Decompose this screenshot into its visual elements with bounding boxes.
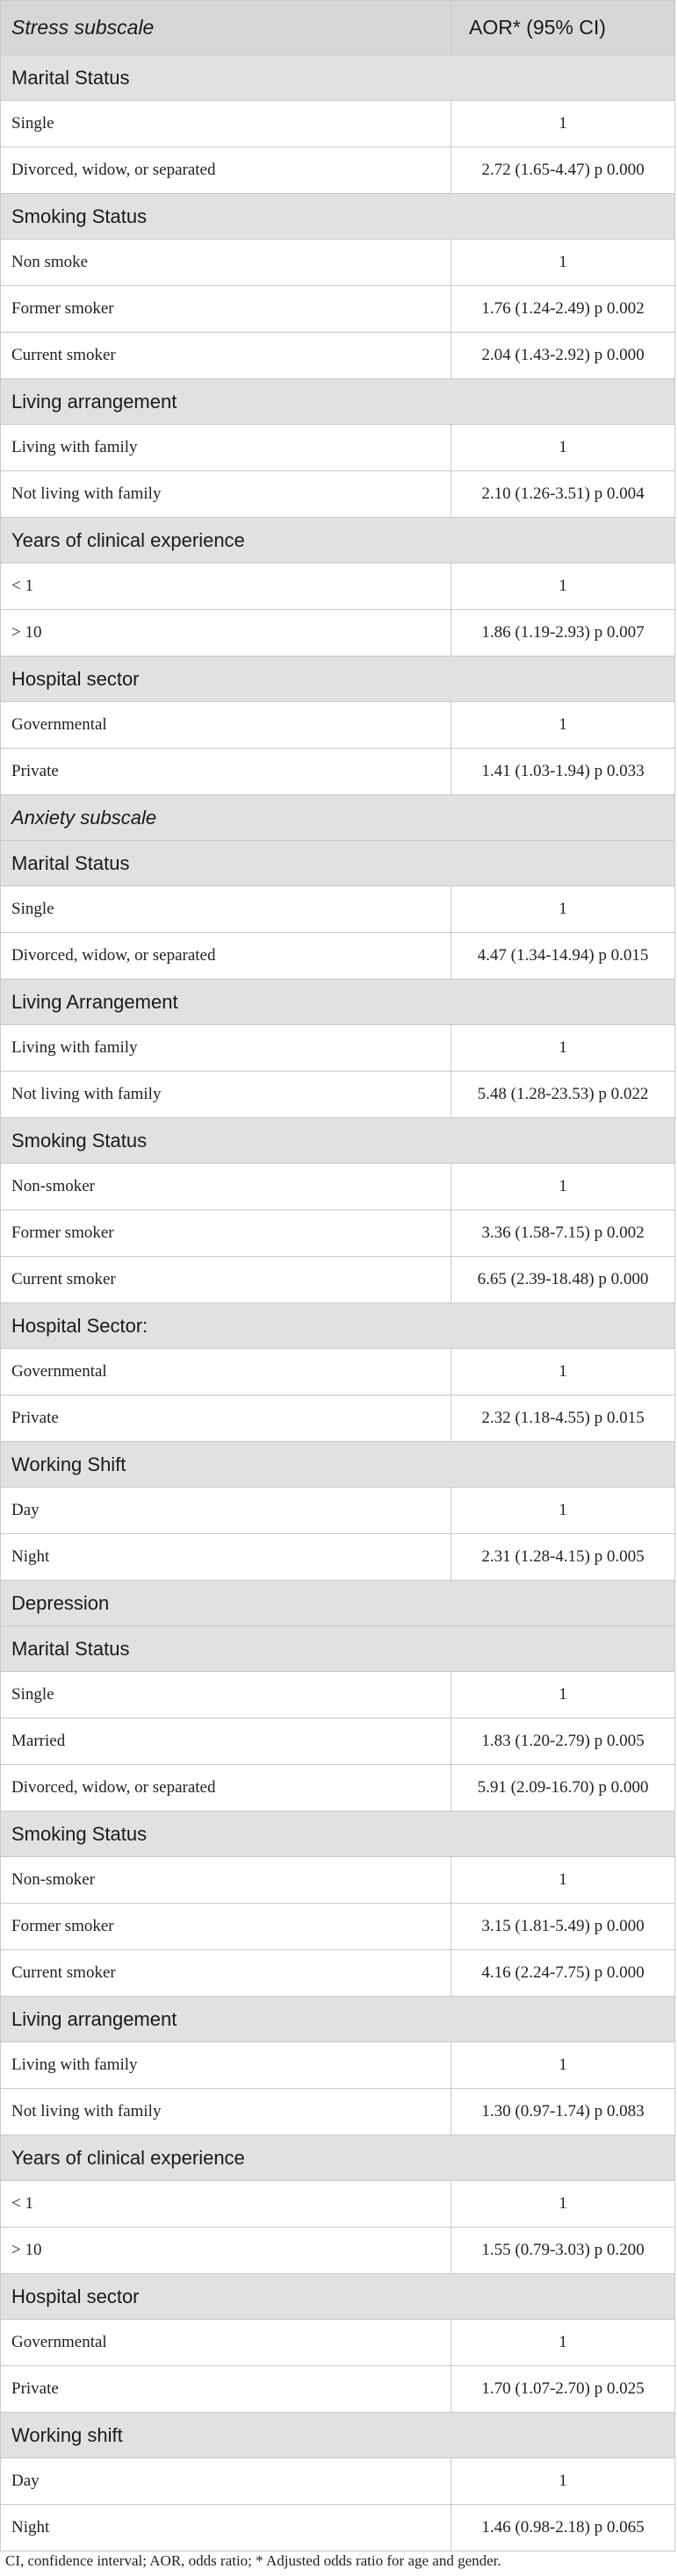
row-aor-value: 5.91 (2.09-16.70) p 0.000 xyxy=(451,1765,675,1812)
row-label: Night xyxy=(1,1534,451,1581)
subscale-group-row xyxy=(1,1581,675,1626)
category-label: Working Shift xyxy=(1,1442,675,1488)
row-aor-value: 2.10 (1.26-3.51) p 0.004 xyxy=(451,471,675,518)
table-row xyxy=(1,2320,675,2366)
row-aor-value: 1.86 (1.19-2.93) p 0.007 xyxy=(451,610,675,657)
row-aor-value: 1 xyxy=(451,2458,675,2505)
table-row xyxy=(1,702,675,749)
table-row xyxy=(1,1904,675,1950)
subscale-group-label: Anxiety subscale xyxy=(1,795,675,841)
header-subscale-label: Stress subscale xyxy=(1,1,451,55)
category-row xyxy=(1,841,675,886)
row-aor-value: 1 xyxy=(451,2042,675,2089)
table-row xyxy=(1,1072,675,1118)
category-row xyxy=(1,379,675,425)
row-label: > 10 xyxy=(1,2228,451,2274)
category-label: Smoking Status xyxy=(1,1118,675,1164)
row-aor-value: 1 xyxy=(451,1857,675,1904)
row-aor-value: 1.83 (1.20-2.79) p 0.005 xyxy=(451,1719,675,1765)
row-aor-value: 1 xyxy=(451,425,675,471)
row-label: Married xyxy=(1,1719,451,1765)
table-row xyxy=(1,2181,675,2228)
row-label: Single xyxy=(1,886,451,933)
row-label: Non-smoker xyxy=(1,1857,451,1904)
row-aor-value: 5.48 (1.28-23.53) p 0.022 xyxy=(451,1072,675,1118)
row-label: < 1 xyxy=(1,2181,451,2228)
category-label: Hospital Sector: xyxy=(1,1303,675,1349)
row-label: Former smoker xyxy=(1,286,451,333)
header-aor-label: AOR* (95% CI) xyxy=(451,1,675,55)
row-aor-value: 2.72 (1.65-4.47) p 0.000 xyxy=(451,147,675,194)
row-label: Current smoker xyxy=(1,333,451,379)
row-aor-value: 1 xyxy=(451,1349,675,1396)
row-label: Single xyxy=(1,101,451,147)
category-row xyxy=(1,1442,675,1488)
row-aor-value: 4.47 (1.34-14.94) p 0.015 xyxy=(451,933,675,979)
table-row xyxy=(1,425,675,471)
table-row xyxy=(1,333,675,379)
row-aor-value: 1 xyxy=(451,1025,675,1072)
row-aor-value: 1 xyxy=(451,240,675,286)
row-label: Divorced, widow, or separated xyxy=(1,1765,451,1812)
row-label: < 1 xyxy=(1,563,451,610)
table-row xyxy=(1,1719,675,1765)
table-row xyxy=(1,1534,675,1581)
row-label: Not living with family xyxy=(1,471,451,518)
row-aor-value: 1 xyxy=(451,702,675,749)
category-row xyxy=(1,1997,675,2042)
category-row xyxy=(1,2274,675,2320)
category-label: Smoking Status xyxy=(1,194,675,240)
row-label: Private xyxy=(1,749,451,795)
table-row xyxy=(1,610,675,657)
row-label: Not living with family xyxy=(1,2089,451,2135)
category-row xyxy=(1,55,675,101)
row-label: Non-smoker xyxy=(1,1164,451,1210)
row-label: Non smoke xyxy=(1,240,451,286)
table-row xyxy=(1,1396,675,1442)
row-label: Governmental xyxy=(1,702,451,749)
row-label: Single xyxy=(1,1672,451,1719)
row-label: Living with family xyxy=(1,2042,451,2089)
row-aor-value: 1.70 (1.07-2.70) p 0.025 xyxy=(451,2366,675,2413)
table-row xyxy=(1,286,675,333)
category-label: Living arrangement xyxy=(1,379,675,425)
row-label: Current smoker xyxy=(1,1257,451,1303)
table-row xyxy=(1,1257,675,1303)
table-row xyxy=(1,240,675,286)
row-aor-value: 1.46 (0.98-2.18) p 0.065 xyxy=(451,2505,675,2551)
table-row xyxy=(1,2228,675,2274)
category-label: Living arrangement xyxy=(1,1997,675,2042)
row-aor-value: 4.16 (2.24-7.75) p 0.000 xyxy=(451,1950,675,1997)
table-row xyxy=(1,2042,675,2089)
subscale-group-row xyxy=(1,795,675,841)
category-label: Marital Status xyxy=(1,841,675,886)
table-row xyxy=(1,471,675,518)
subscale-group-label: Depression xyxy=(1,1581,675,1626)
row-aor-value: 1 xyxy=(451,1672,675,1719)
category-label: Years of clinical experience xyxy=(1,2135,675,2181)
row-aor-value: 1.41 (1.03-1.94) p 0.033 xyxy=(451,749,675,795)
category-label: Hospital sector xyxy=(1,2274,675,2320)
table-row xyxy=(1,2458,675,2505)
table-row xyxy=(1,933,675,979)
row-aor-value: 1 xyxy=(451,2320,675,2366)
table-row xyxy=(1,1349,675,1396)
row-aor-value: 1 xyxy=(451,1164,675,1210)
table-row xyxy=(1,749,675,795)
table-row xyxy=(1,2089,675,2135)
category-label: Marital Status xyxy=(1,55,675,101)
row-aor-value: 1.76 (1.24-2.49) p 0.002 xyxy=(451,286,675,333)
row-aor-value: 1.55 (0.79-3.03) p 0.200 xyxy=(451,2228,675,2274)
category-label: Hospital sector xyxy=(1,657,675,702)
category-label: Marital Status xyxy=(1,1626,675,1672)
table-footnote: CI, confidence interval; AOR, odds ratio; * Adjusted odds ratio for age and gender. xyxy=(5,2552,501,2569)
category-label: Years of clinical experience xyxy=(1,518,675,563)
row-aor-value: 3.36 (1.58-7.15) p 0.002 xyxy=(451,1210,675,1257)
category-label: Living Arrangement xyxy=(1,979,675,1025)
row-aor-value: 1 xyxy=(451,101,675,147)
category-row xyxy=(1,1303,675,1349)
row-label: Governmental xyxy=(1,1349,451,1396)
row-aor-value: 3.15 (1.81-5.49) p 0.000 xyxy=(451,1904,675,1950)
category-row xyxy=(1,1118,675,1164)
table-header-row xyxy=(1,1,675,55)
row-label: Night xyxy=(1,2505,451,2551)
row-aor-value: 2.32 (1.18-4.55) p 0.015 xyxy=(451,1396,675,1442)
row-label: Living with family xyxy=(1,425,451,471)
row-label: Private xyxy=(1,2366,451,2413)
table-row xyxy=(1,101,675,147)
table-row xyxy=(1,1025,675,1072)
table-row xyxy=(1,1488,675,1534)
category-row xyxy=(1,518,675,563)
category-row xyxy=(1,1626,675,1672)
table-row xyxy=(1,1857,675,1904)
category-label: Smoking Status xyxy=(1,1812,675,1857)
row-aor-value: 6.65 (2.39-18.48) p 0.000 xyxy=(451,1257,675,1303)
category-row xyxy=(1,657,675,702)
row-label: Former smoker xyxy=(1,1904,451,1950)
category-row xyxy=(1,979,675,1025)
row-label: Day xyxy=(1,1488,451,1534)
category-row xyxy=(1,1812,675,1857)
row-aor-value: 1 xyxy=(451,2181,675,2228)
row-aor-value: 1 xyxy=(451,1488,675,1534)
row-label: Private xyxy=(1,1396,451,1442)
row-aor-value: 1 xyxy=(451,563,675,610)
row-aor-value: 2.31 (1.28-4.15) p 0.005 xyxy=(451,1534,675,1581)
row-label: Not living with family xyxy=(1,1072,451,1118)
table-row xyxy=(1,886,675,933)
table-row xyxy=(1,1765,675,1812)
row-label: Current smoker xyxy=(1,1950,451,1997)
table-row xyxy=(1,1950,675,1997)
table-row xyxy=(1,563,675,610)
row-aor-value: 1 xyxy=(451,886,675,933)
row-label: Former smoker xyxy=(1,1210,451,1257)
row-aor-value: 2.04 (1.43-2.92) p 0.000 xyxy=(451,333,675,379)
table-row xyxy=(1,1672,675,1719)
row-aor-value: 1.30 (0.97-1.74) p 0.083 xyxy=(451,2089,675,2135)
row-label: > 10 xyxy=(1,610,451,657)
table-row xyxy=(1,1164,675,1210)
row-label: Divorced, widow, or separated xyxy=(1,147,451,194)
category-row xyxy=(1,2135,675,2181)
table-body xyxy=(1,55,675,2551)
table-row xyxy=(1,147,675,194)
table-row xyxy=(1,2505,675,2551)
category-label: Working shift xyxy=(1,2413,675,2458)
row-label: Governmental xyxy=(1,2320,451,2366)
table-row xyxy=(1,1210,675,1257)
category-row xyxy=(1,2413,675,2458)
table-row xyxy=(1,2366,675,2413)
category-row xyxy=(1,194,675,240)
row-label: Day xyxy=(1,2458,451,2505)
row-label: Divorced, widow, or separated xyxy=(1,933,451,979)
row-label: Living with family xyxy=(1,1025,451,1072)
